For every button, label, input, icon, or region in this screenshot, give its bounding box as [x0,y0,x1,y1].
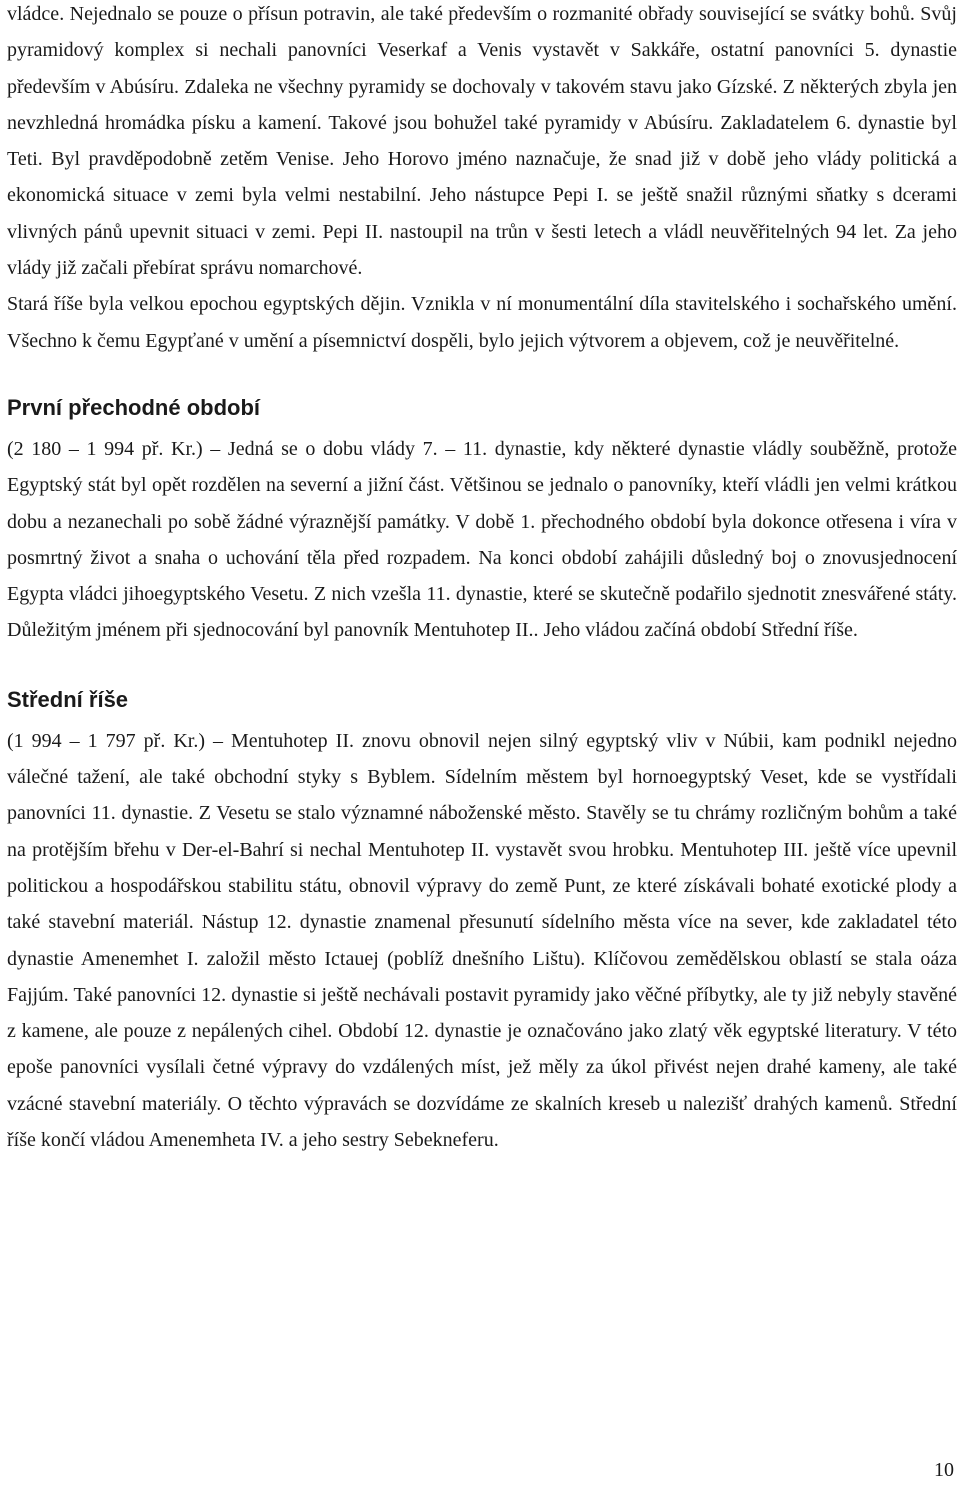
intro-paragraph-1: vládce. Nejednalo se pouze o přísun potravin, ale také především o rozmanité obřady související se svátky bohů. Svůj pyramidový komplex si nechali panovníci Veserkaf a Venis vystavět v Sakkáře, ostatní panovníci 5. dynastie především v Abúsíru. Zdaleka ne všechny pyramidy se dochovaly v takovém stavu jako Gízské. Z některých zbyla jen nevzhledná hromádka písku a kamení. Takové jsou bohužel také pyramidy v Abúsíru. Zakladatelem 6. dynastie byl Teti. Byl pravděpodobně zetěm Venise. Jeho Horovo jméno naznačuje, že snad již v době jeho vlády politická a ekonomická situace v zemi byla velmi nestabilní. Jeho nástupce Pepi I. se ještě snažil různými sňatky s dcerami vlivných pánů upevnit situaci v zemi. Pepi II. nastoupil na trůn v šesti letech a vládl neuvěřitelných 94 let. Za jeho vlády již začali přebírat správu nomarchové. [7,3,957,280]
document-page [7,0,957,1158]
section-heading-first-intermediate-period: První přechodné období [7,394,261,420]
section-paragraph-middle-kingdom: (1 994 – 1 797 př. Kr.) – Mentuhotep II. znovu obnovil nejen silný egyptský vliv v Núbii, kam podnikl nejedno válečné tažení, ale také obchodní styky s Byblem. Sídelním městem byl hornoegyptský Veset, kde se vystřídali panovníci 11. dynastie. Z Vesetu se stalo významné náboženské město. Stavěly se tu chrámy rozličným bohům a také na protějším břehu v Der-el-Bahrí si nechal Mentuhotep II. vystavět svou hrobku. Mentuhotep III. ještě více upevnil politickou a hospodářskou stabilitu státu, obnovil výpravy do země Punt, ze které získávali bohaté exotické plody a také stavební materiál. Nástup 12. dynastie znamenal přesunutí sídelního města více na sever, kde zakladatel této dynastie Amenemhet I. založil město Ictauej (poblíž dnešního Lištu). Klíčovou zemědělskou oblastí se stala oáza Fajjúm. Také panovníci 12. dynastie si ještě nechávali postavit pyramidy jako věčné příbytky, ale ty již nebyly stavěné z kamene, ale pouze z nepálených cihel. Období 12. dynastie je označováno jako zlatý věk egyptské literatury. V této epoše panovníci vysílali četné výpravy do vzdálených míst, jež měly za úkol přivést nejen drahé kameny, ale také vzácné stavební materiály. O těchto výpravách se dozvídáme ze skalních kreseb u nalezišť drahých kamenů. Střední říše končí vládou Amenemheta IV. a jeho sestry Sebekneferu. [7,729,957,1152]
section-paragraph-first-intermediate-period: (2 180 – 1 994 př. Kr.) – Jedná se o dobu vlády 7. – 11. dynastie, kdy některé dynastie vládly souběžně, protože Egyptský stát byl opět rozdělen na severní a jižní část. Většinou se jednalo o panovníky, kteří vládli jen velmi krátkou dobu a nezanechali po sobě žádné výraznější památky. V době 1. přechodného období byla dokonce otřesena i víra v posmrtný život a snaha o uchování těla před rozpadem. Na konci období zahájili důsledný boj o znovusjednocení Egypta vládci jihoegyptského Vesetu. Z nich vzešla 11. dynastie, které se skutečně podařilo sjednotit znesvářené státy. Důležitým jménem při sjednocování byl panovník Mentuhotep II.. Jeho vládou začíná období Střední říše. [7,437,957,642]
section-heading-middle-kingdom: Střední říše [7,686,129,712]
page-number: 10 [934,1459,954,1481]
intro-paragraph-2: Stará říše byla velkou epochou egyptských dějin. Vznikla v ní monumentální díla stavitelského i sochařského umění. Všechno k čemu Egypťané v umění a písemnictví dospěli, bylo jejich výtvorem a objevem, což je neuvěřitelné. [7,293,957,352]
